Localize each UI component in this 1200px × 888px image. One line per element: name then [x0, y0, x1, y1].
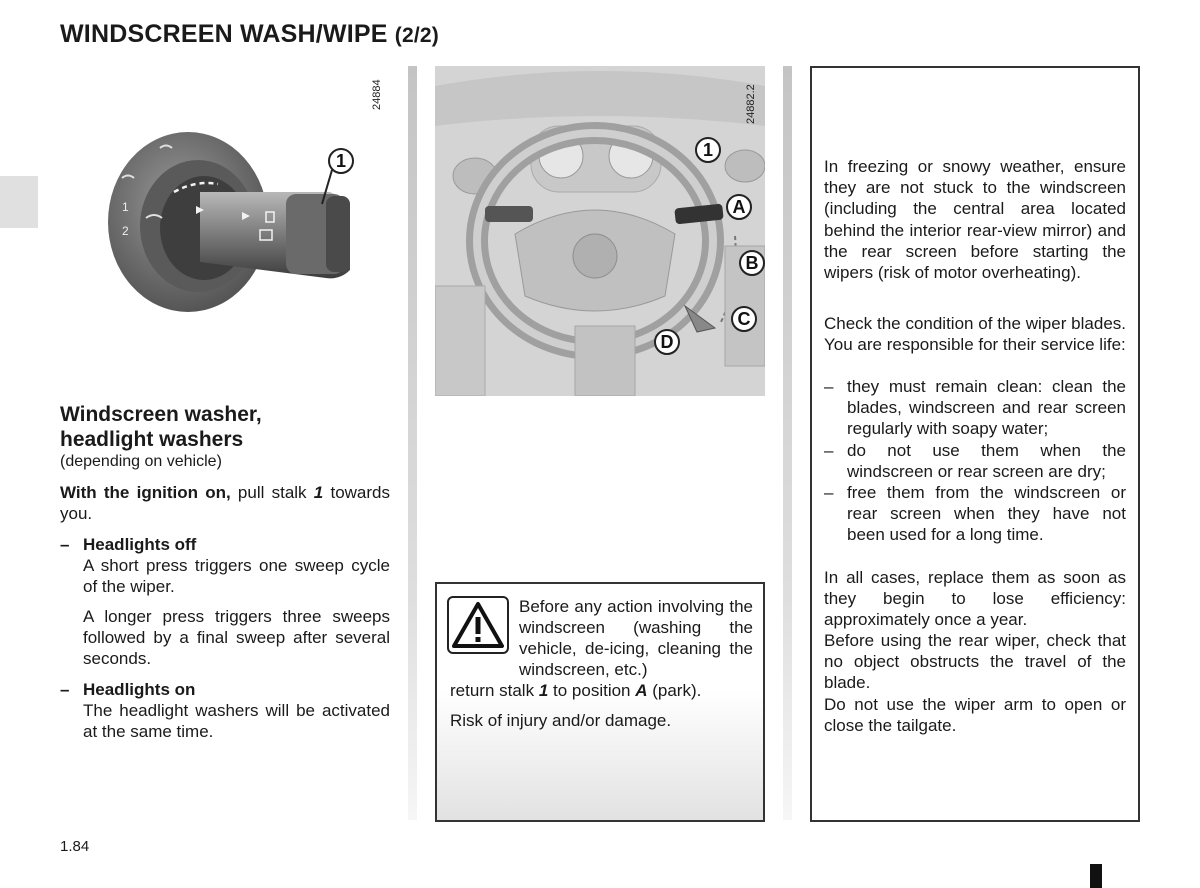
item1-dash: –	[60, 535, 70, 554]
care-para-1: In freezing or snowy weather, ensure they are not stuck to the windscreen (including the central area located behind the interior rear-view mirror) and the rear screen before starting the wipers (risk of motor overheating).	[824, 157, 1126, 283]
stalk-mark-2: 2	[122, 224, 129, 238]
figure1-reference: 24884	[371, 79, 383, 110]
item-headlights-off	[60, 534, 390, 669]
intro-stalk-ref: 1	[313, 483, 324, 502]
stalk-mark-1: 1	[122, 200, 129, 214]
figure-dashboard	[435, 66, 765, 396]
wiper-stalk-illustration	[100, 100, 390, 330]
care-list-item: – free them from the windscreen or rear screen when they have not been used for a long time.	[824, 482, 1126, 546]
care-list	[824, 376, 1126, 546]
item1-title-text: Headlights off	[83, 535, 197, 554]
section-heading	[60, 402, 262, 452]
item2-para: The headlight washers will be activated at the same time.	[83, 701, 390, 741]
item2-title-text: Headlights on	[83, 680, 196, 699]
care-para-2: Check the condition of the wiper blades. You are responsible for their service life:	[824, 314, 1126, 355]
figure2-reference: 24882.2	[745, 84, 757, 124]
column-divider-right	[783, 66, 792, 820]
item2-dash: –	[60, 680, 70, 699]
warning-text-3: Risk of injury and/or damage.	[450, 711, 672, 730]
figure2-callout-C: C	[731, 306, 757, 332]
warning-triangle-icon	[447, 596, 509, 654]
figure-wiper-stalk	[100, 100, 390, 330]
intro-bold: With the ignition on,	[60, 483, 231, 502]
page-title-part: (2/2)	[394, 24, 439, 47]
figure1-callout-1: 1	[328, 148, 354, 174]
column-divider-left	[408, 66, 417, 820]
section-subheading: (depending on vehicle)	[60, 453, 222, 470]
figure2-callout-1: 1	[695, 137, 721, 163]
item-headlights-on	[60, 679, 390, 742]
wiper-care-box	[810, 66, 1140, 822]
intro-paragraph	[60, 482, 390, 524]
page-title-text: WINDSCREEN WASH/WIPE	[60, 20, 388, 48]
page-number: 1.84	[60, 838, 90, 855]
item2-title	[60, 679, 390, 700]
corner-mark	[1090, 864, 1102, 888]
warning-text2-pre: return stalk	[450, 681, 539, 700]
care-para-4: Before using the rear wiper, check that no object obstructs the travel of the blade.	[824, 631, 1126, 693]
intro-post: towards you.	[60, 483, 390, 523]
warning-text2-post: (park).	[647, 681, 702, 700]
warning-text-2	[450, 680, 756, 701]
item1-para2: A longer press triggers three sweeps followed by a final sweep after several seconds.	[83, 607, 390, 668]
warning-box	[435, 582, 765, 822]
item1-title	[60, 534, 390, 555]
page-title	[60, 20, 439, 49]
warning-stalk-ref: 1	[538, 681, 549, 700]
care-para-5: Do not use the wiper arm to open or close the tailgate.	[824, 695, 1126, 736]
care-para-3: In all cases, replace them as soon as they begin to lose efficiency: approximately once a year.	[824, 568, 1126, 630]
warning-text-1: Before any action involving the windscreen (washing the vehicle, de-icing, cleaning the windscreen, etc.)	[519, 597, 753, 679]
figure2-callout-A: A	[726, 194, 752, 220]
care-list-item: – they must remain clean: clean the blades, windscreen and rear screen regularly with soapy water;	[824, 376, 1126, 440]
warning-position-ref: A	[635, 681, 648, 700]
care-list-item: – do not use them when the windscreen or rear screen are dry;	[824, 440, 1126, 482]
figure2-callout-D: D	[654, 329, 680, 355]
figure2-callout-B: B	[739, 250, 765, 276]
warning-text2-mid: to position	[548, 681, 636, 700]
intro-pre: pull stalk	[230, 483, 314, 502]
item1-para1: A short press triggers one sweep cycle of the wiper.	[83, 556, 390, 596]
section-tab	[0, 176, 38, 228]
dashboard-illustration	[435, 66, 765, 396]
section-heading-line1: Windscreen washer,	[60, 403, 262, 426]
section-heading-line2: headlight washers	[60, 428, 244, 451]
